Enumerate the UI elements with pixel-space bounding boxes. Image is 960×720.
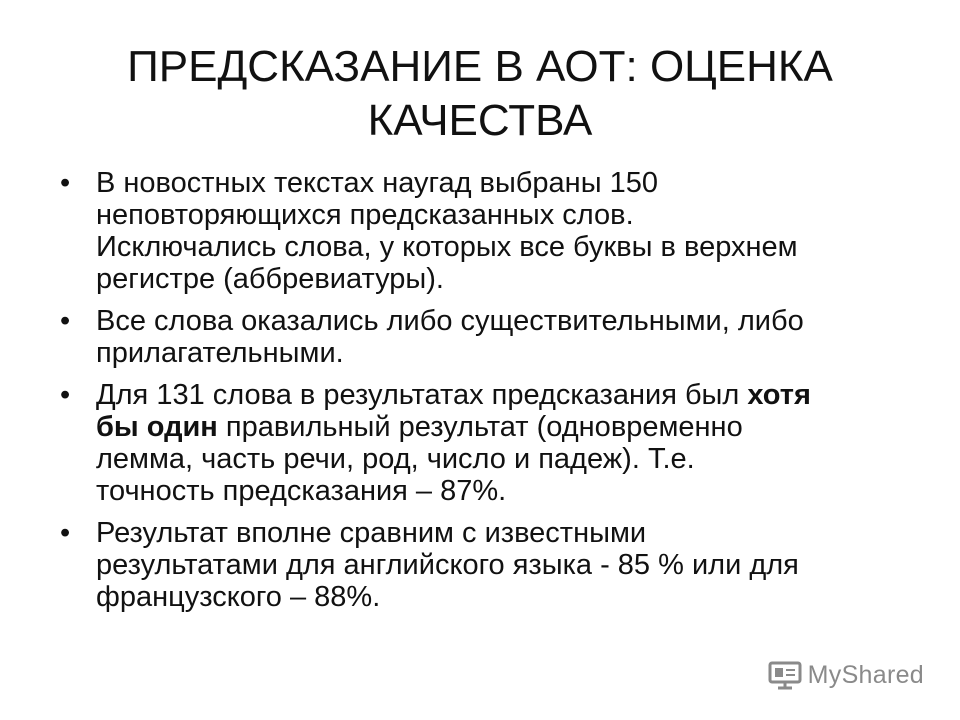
bullet-3-bold-a: хотя [747, 379, 811, 411]
bullet-marker: • [60, 167, 71, 199]
bullet-1-line-2: неповторяющихся предсказанных слов. [96, 199, 634, 231]
bullet-3-line-3: лемма, часть речи, род, число и падеж). Т.е. [96, 443, 695, 475]
watermark-text: MyShared [807, 660, 924, 689]
bullet-4-line-2: результатами для английского языка - 85 % или для [96, 549, 799, 581]
bullet-marker: • [60, 517, 71, 549]
bullet-1-line-1: В новостных текстах наугад выбраны 150 [96, 167, 658, 199]
bullet-2-line-2: прилагательными. [96, 337, 344, 369]
bullet-3-line-2 [96, 411, 908, 443]
bullet-4-line-1: Результат вполне сравним с известными [96, 517, 647, 549]
bullet-list [58, 167, 908, 623]
bullet-1-line-4: регистре (аббревиатуры). [96, 263, 444, 295]
bullet-item-4 [58, 517, 908, 613]
slide-title-line-2: КАЧЕСТВА [367, 96, 593, 145]
bullet-3-line-1 [96, 379, 908, 411]
myshared-watermark [768, 660, 924, 690]
slide-title-line-1: ПРЕДСКАЗАНИЕ В АОТ: ОЦЕНКА [127, 42, 833, 91]
bullet-item-2 [58, 305, 908, 369]
bullet-3-bold-b: бы один [96, 411, 218, 443]
bullet-item-3 [58, 379, 908, 507]
bullet-item-1 [58, 167, 908, 295]
bullet-marker: • [60, 305, 71, 337]
bullet-2-line-1: Все слова оказались либо существительными, либо [96, 305, 804, 337]
bullet-1-line-3: Исключались слова, у которых все буквы в верхнем [96, 231, 798, 263]
bullet-3-text-b: правильный результат (одновременно [217, 411, 743, 443]
bullet-3-line-4: точность предсказания – 87%. [96, 475, 507, 507]
presentation-board-icon [768, 660, 802, 690]
bullet-marker: • [60, 379, 71, 411]
bullet-3-text-a: Для 131 слова в результатах предсказания был [96, 379, 748, 411]
slide-title [60, 40, 900, 148]
bullet-4-line-3: французского – 88%. [96, 581, 381, 613]
